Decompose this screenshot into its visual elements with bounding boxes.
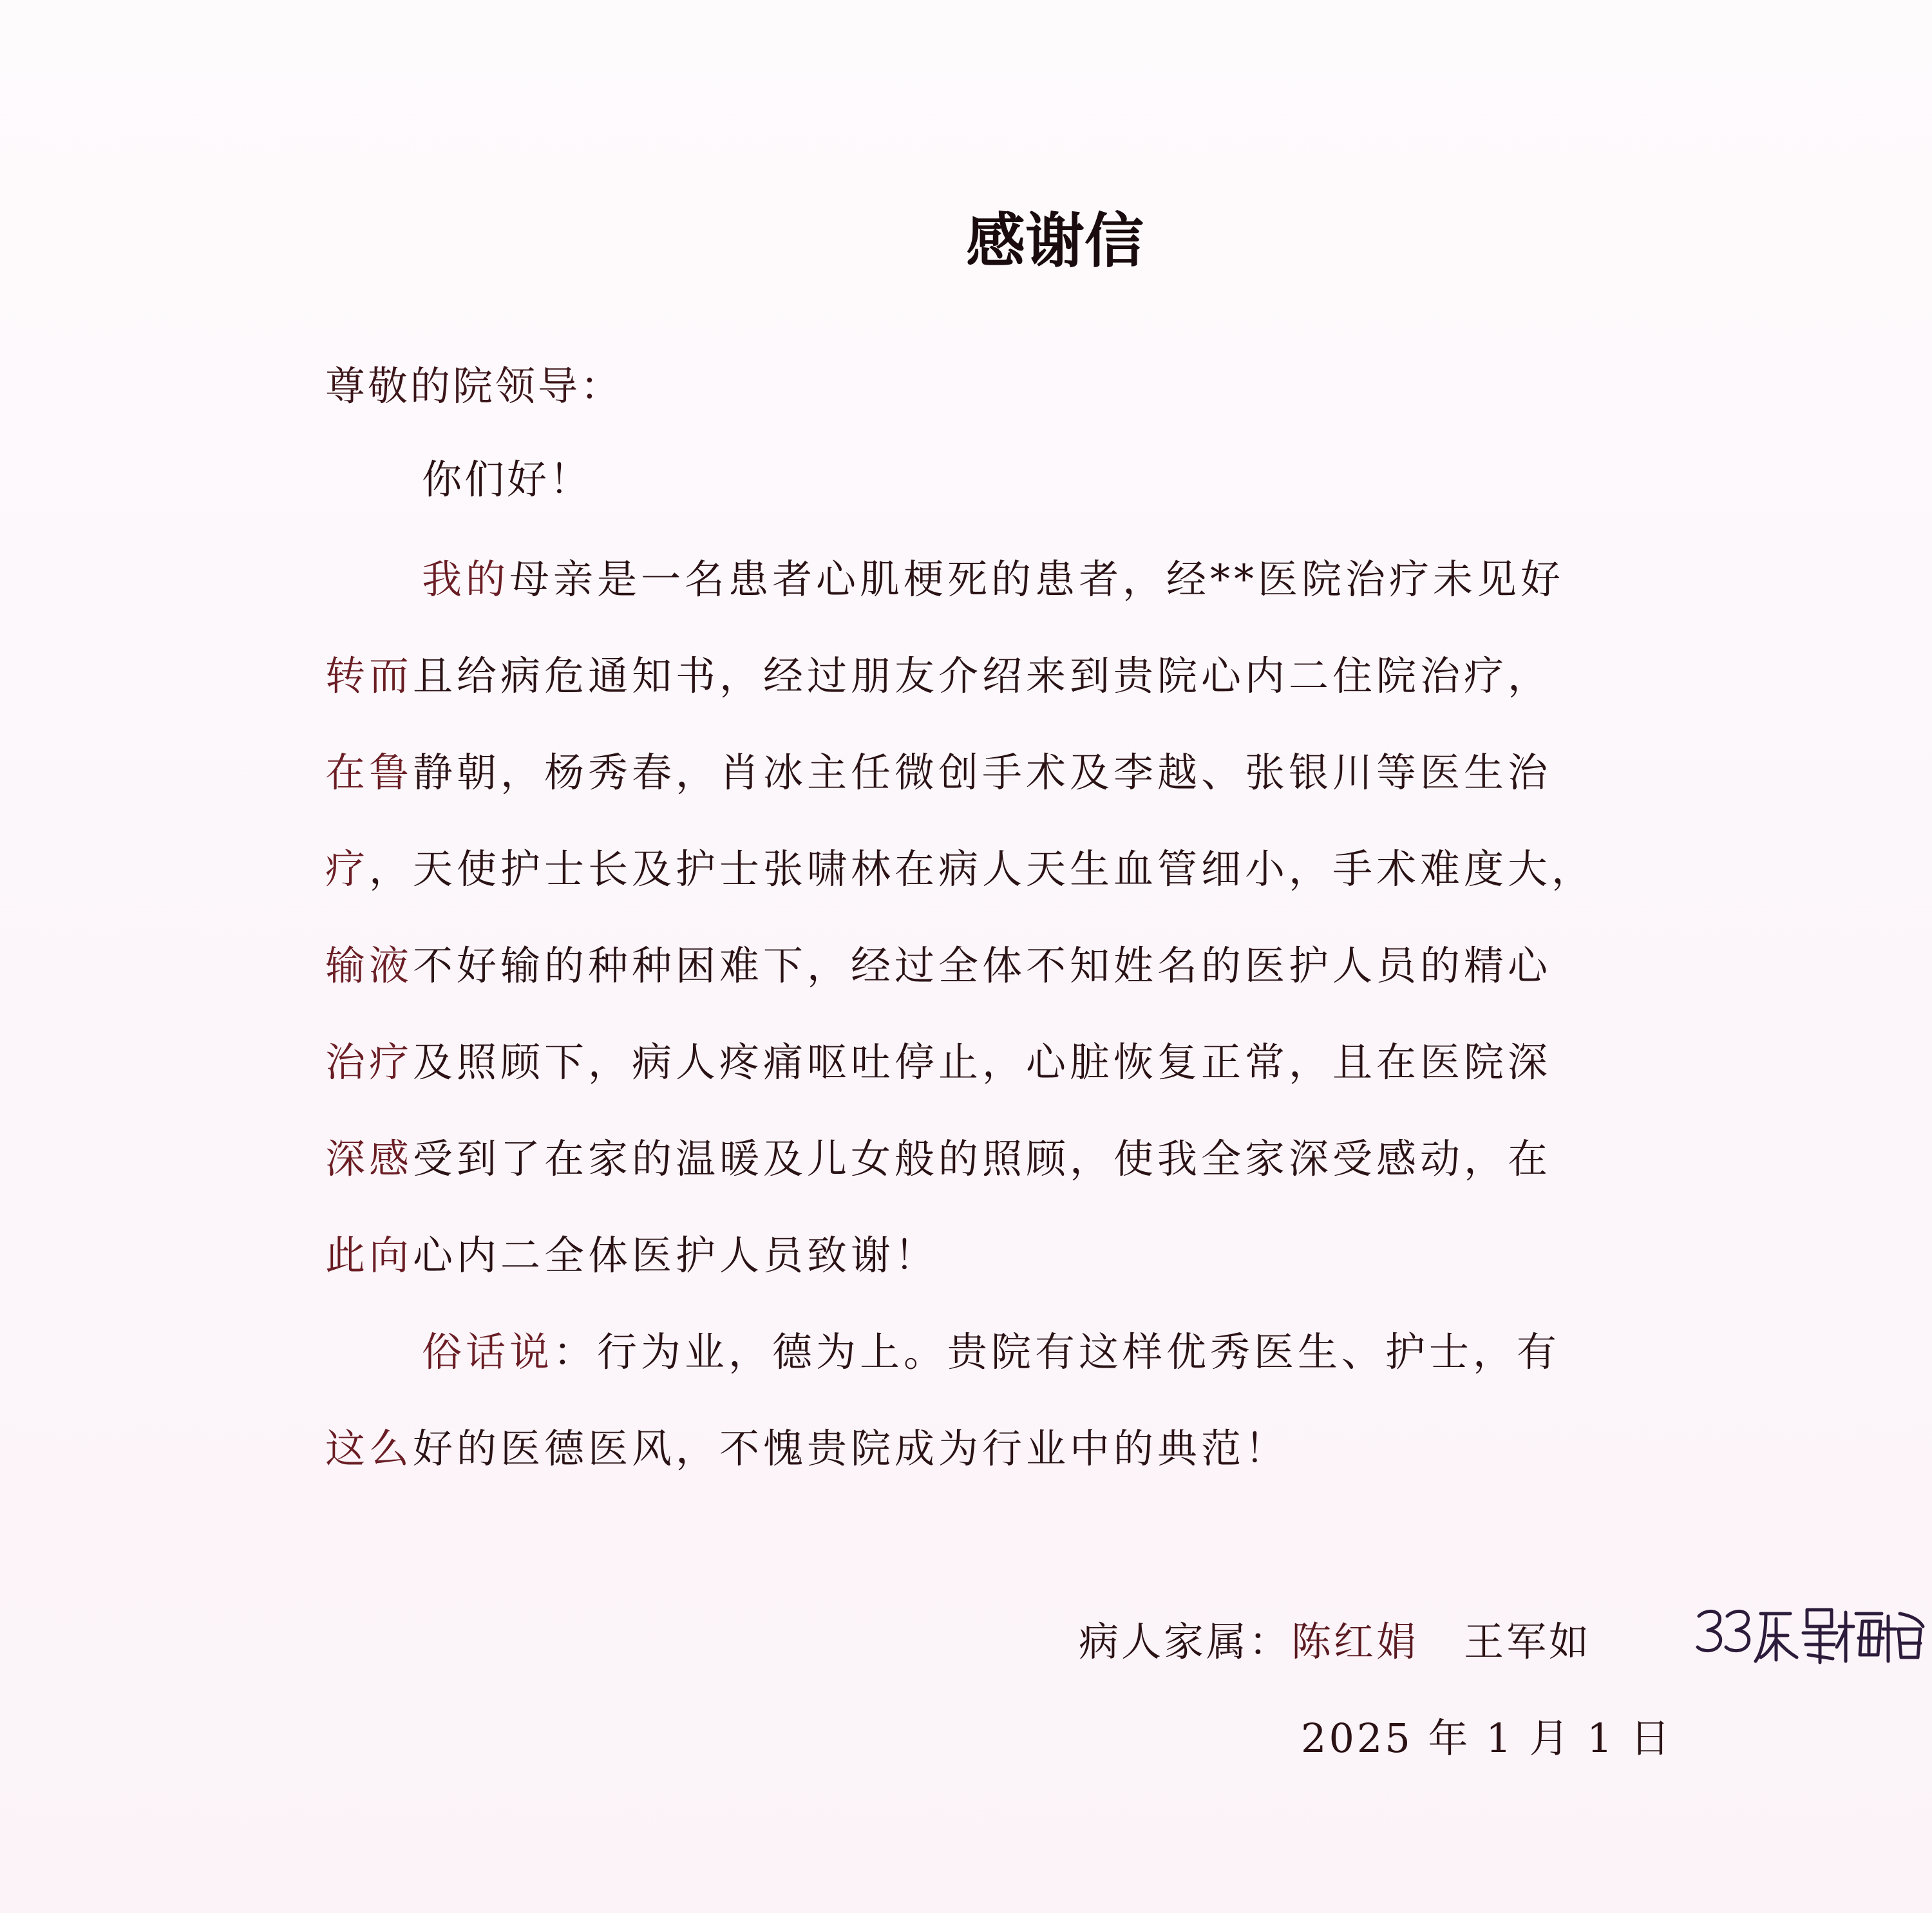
line-lead: 这么 <box>325 1425 413 1472</box>
line-text: 不好输的种种困难下，经过全体不知姓名的医护人员的精心 <box>413 942 1552 989</box>
body-line <box>325 1227 1665 1323</box>
line-lead: 转而 <box>325 652 413 699</box>
line-text: 母亲是一名患者心肌梗死的患者，经**医院治疗未见好 <box>509 556 1565 603</box>
body-line <box>325 647 1665 744</box>
body-line <box>325 744 1665 840</box>
signoff-label: 病人家属： <box>1079 1618 1292 1665</box>
line-lead: 深感 <box>325 1135 413 1182</box>
line-lead: 在鲁 <box>325 749 413 796</box>
line-text: 好的医德医风，不愧贵院成为行业中的典范！ <box>413 1425 1289 1472</box>
line-lead: 我的 <box>422 556 510 603</box>
family-member-name: 王军如 <box>1464 1618 1592 1665</box>
body-line <box>325 937 1665 1033</box>
line-lead: 输液 <box>325 942 413 989</box>
body-line <box>325 1130 1665 1227</box>
line-lead: 此向 <box>325 1232 413 1279</box>
line-text: ，天使护士长及护士张啸林在病人天生血管细小，手术难度大， <box>369 845 1596 892</box>
line-lead: 疗 <box>325 845 370 892</box>
letter-date: 2025 年 1 月 1 日 <box>1301 1715 1673 1762</box>
salutation: 尊敬的院领导： <box>325 363 623 410</box>
letter-body <box>325 551 1665 1516</box>
family-member-name: 陈红娟 <box>1291 1618 1419 1665</box>
line-lead: 治疗 <box>325 1039 413 1086</box>
handwritten-signature <box>1694 1590 1926 1668</box>
body-line <box>325 1323 1665 1420</box>
greeting: 你们好！ <box>422 456 592 503</box>
line-text: 心内二全体医护人员致谢！ <box>413 1232 939 1279</box>
letter-title: 感谢信 <box>966 207 1144 276</box>
body-line <box>325 1033 1665 1130</box>
body-line <box>325 840 1665 937</box>
line-text: 及照顾下，病人疼痛呕吐停止，心脏恢复正常，且在医院深 <box>413 1039 1552 1086</box>
line-text: ：行为业，德为上。贵院有这样优秀医生、护士，有 <box>553 1328 1561 1375</box>
body-line <box>325 551 1665 647</box>
line-text: 受到了在家的温暖及儿女般的照顾，使我全家深受感动，在 <box>413 1135 1552 1182</box>
line-text: 且给病危通知书，经过朋友介绍来到贵院心内二住院治疗， <box>413 652 1552 699</box>
signoff-line <box>1079 1613 1591 1671</box>
line-text: 静朝，杨秀春，肖冰主任微创手术及李越、张银川等医生治 <box>413 749 1552 796</box>
line-lead: 俗话说 <box>422 1328 554 1375</box>
body-line <box>325 1420 1665 1516</box>
